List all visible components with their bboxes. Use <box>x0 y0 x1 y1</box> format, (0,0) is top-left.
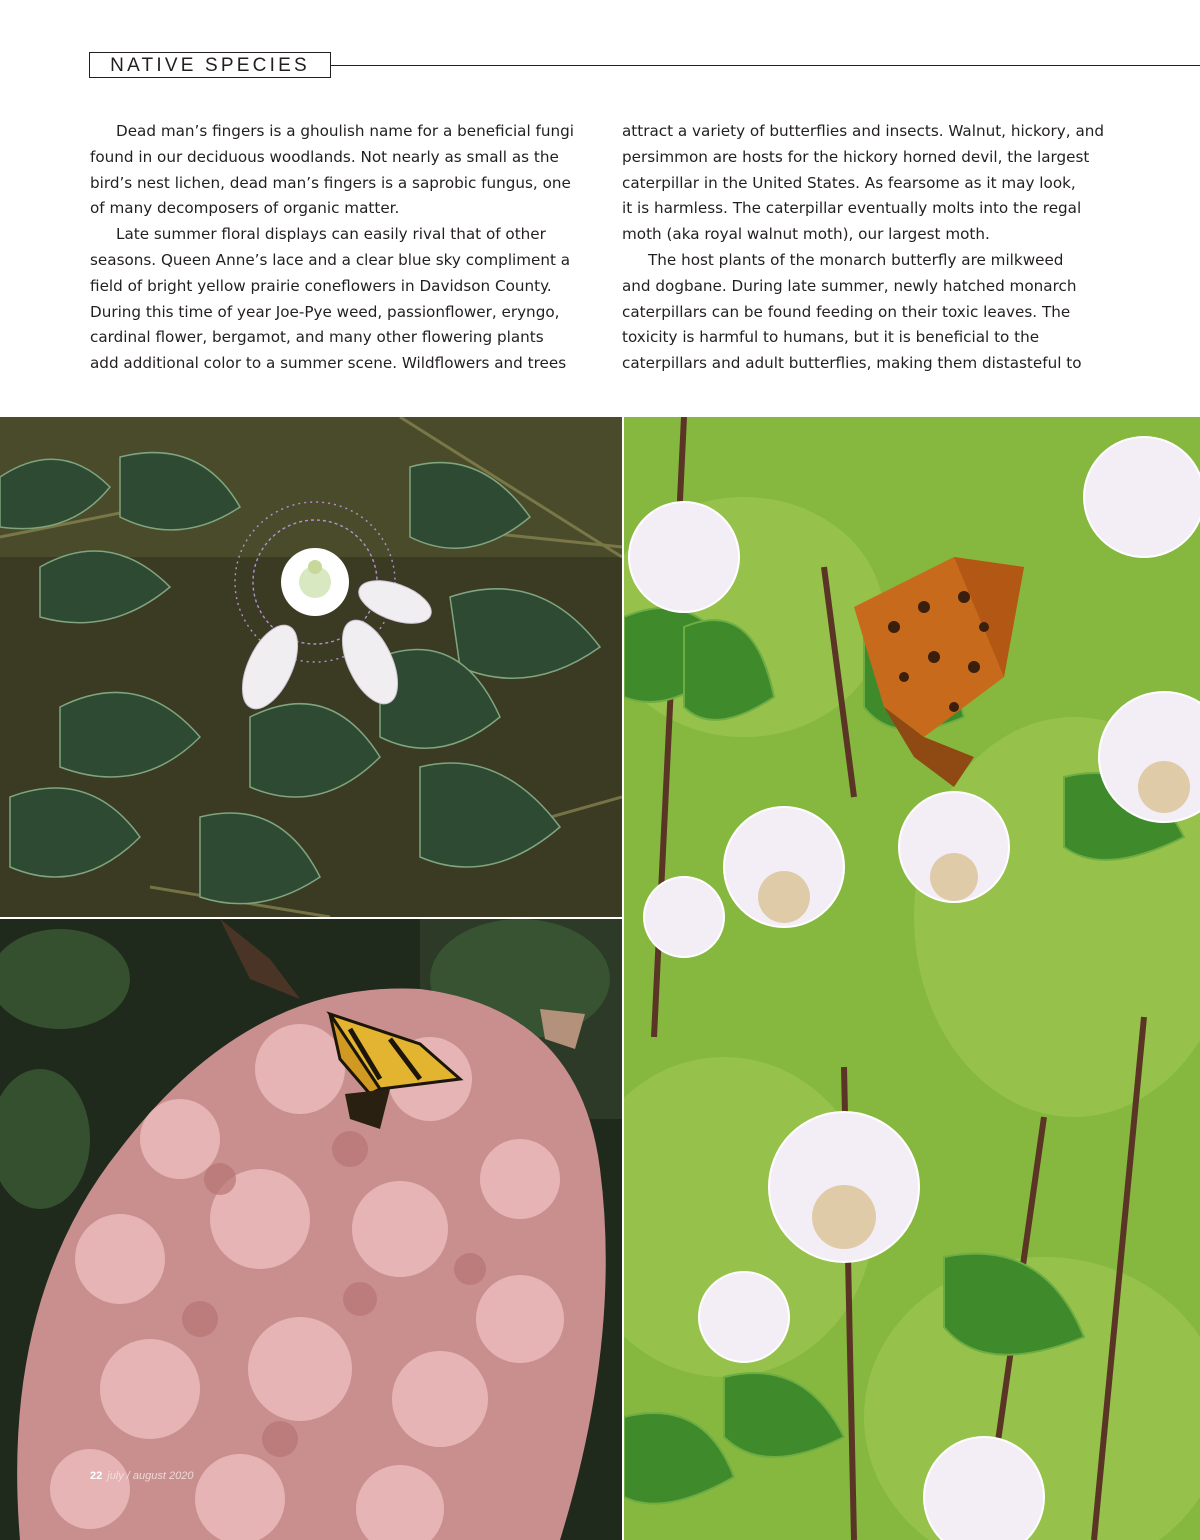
page-number: 22 <box>90 1470 103 1482</box>
joe-pye-weed-photo <box>0 919 622 1540</box>
section-label: NATIVE SPECIES <box>89 52 331 78</box>
paragraph: The host plants of the monarch butterfly are milkweed and dogbane. During late summer, newly hatched monarch caterpillars can be found feeding on their toxic leaves. The toxicity is harmful to humans, but it is beneficial to the caterpillars and adult butterflies, making them distasteful to <box>622 250 1082 373</box>
paragraph: attract a variety of butterflies and insects. Walnut, hickory, and persimmon are hosts for the hickory horned devil, the largest caterpillar in the United States. As fearsome as it may look, it is harmless. The caterpillar eventually molts into the regal moth (aka royal walnut moth), our largest moth. <box>622 122 1105 244</box>
paragraph: Dead man’s fingers is a ghoulish name for a beneficial fungi found in our deciduous woodlands. Not nearly as small as the bird’s nest lichen, dead man’s fingers is a saprobic fungus, one of many decomposers of organic matter. <box>90 122 574 218</box>
paragraph: Late summer floral displays can easily rival that of other seasons. Queen Anne’s lace and a clear blue sky compliment a field of bright yellow prairie coneflowers in Davidson County. During this time of year Joe-Pye weed, passionflower, eryngo, cardinal flower, bergamot, and many other flowering plants add additional color to a summer scene. Wildflowers and trees <box>90 225 571 373</box>
body-column-right <box>622 119 1132 377</box>
header-rule <box>330 65 1200 66</box>
page-footer <box>90 1470 193 1482</box>
bergamot-photo <box>624 417 1200 1540</box>
issue-date: july / august 2020 <box>107 1470 194 1482</box>
section-header <box>0 52 1200 80</box>
passionflower-photo <box>0 417 622 917</box>
body-column-left <box>90 119 600 377</box>
